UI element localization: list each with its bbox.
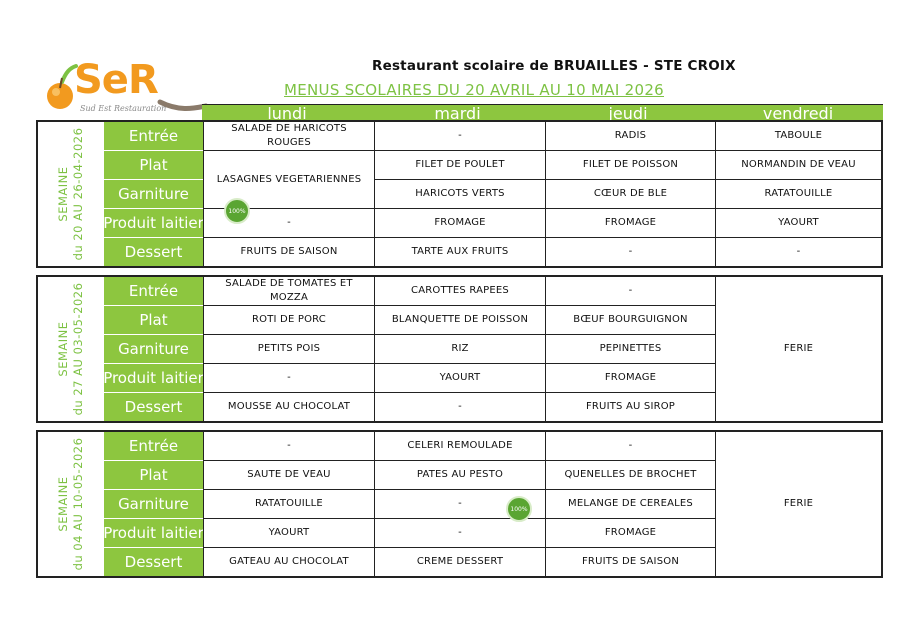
menu-cell: FRUITS AU SIROP [545, 393, 715, 421]
menu-cell: HARICOTS VERTS [374, 180, 545, 209]
menu-cell: ROTI DE PORC [203, 306, 374, 335]
menu-cell: - [203, 209, 374, 238]
category-garniture: Garniture [104, 335, 203, 364]
category-produit-laitier: Produit laitier [104, 364, 203, 393]
menu-cell: CAROTTES RAPEES [374, 277, 545, 306]
menu-cell: YAOURT [715, 209, 881, 238]
menu-cell: LASAGNES VEGETARIENNES [203, 151, 374, 209]
category-entree: Entrée [104, 122, 203, 151]
menu-cell: - [374, 122, 545, 151]
menu-cell: RIZ [374, 335, 545, 364]
menu-cell: MELANGE DE CEREALES [545, 490, 715, 519]
day-header-vendredi: vendredi [762, 105, 834, 122]
menu-cell: MOUSSE AU CHOCOLAT [203, 393, 374, 421]
menu-cell: YAOURT [374, 364, 545, 393]
menu-cell: FILET DE POULET [374, 151, 545, 180]
menu-cell: - [203, 432, 374, 461]
menu-cell: SAUTE DE VEAU [203, 461, 374, 490]
organic-badge: 100% [224, 198, 250, 224]
category-garniture: Garniture [104, 180, 203, 209]
menu-cell: - [203, 364, 374, 393]
menu-cell: PATES AU PESTO [374, 461, 545, 490]
menu-cell: FROMAGE [374, 209, 545, 238]
menu-cell: - [545, 432, 715, 461]
menu-cell: TABOULE [715, 122, 881, 151]
menu-cell: FRUITS DE SAISON [203, 238, 374, 266]
menu-cell: RADIS [545, 122, 715, 151]
week-label-line1: SEMAINE [56, 166, 70, 222]
week-label-line1: SEMAINE [56, 321, 70, 377]
holiday-cell: FERIE [715, 277, 881, 421]
menu-cell: SALADE DE TOMATES ET MOZZA [203, 277, 374, 306]
menu-cell: QUENELLES DE BROCHET [545, 461, 715, 490]
menu-cell: FROMAGE [545, 519, 715, 548]
week-block-1 [36, 120, 883, 268]
menu-cell: FROMAGE [545, 209, 715, 238]
day-header-lundi: lundi [267, 105, 307, 122]
week-label [38, 432, 104, 576]
category-plat: Plat [104, 461, 203, 490]
day-header-mardi: mardi [434, 105, 481, 122]
logo-text: SeR [74, 57, 158, 103]
menu-cell: - [545, 238, 715, 266]
category-produit-laitier: Produit laitier [104, 209, 203, 238]
menu-cell: SALADE DE HARICOTS ROUGES [203, 122, 374, 151]
menu-cell: BŒUF BOURGUIGNON [545, 306, 715, 335]
menu-cell: FRUITS DE SAISON [545, 548, 715, 576]
category-garniture: Garniture [104, 490, 203, 519]
category-plat: Plat [104, 306, 203, 335]
menu-cell: RATATOUILLE [715, 180, 881, 209]
menu-cell: CREME DESSERT [374, 548, 545, 576]
menu-cell: RATATOUILLE [203, 490, 374, 519]
menu-cell: PETITS POIS [203, 335, 374, 364]
menu-cell: FILET DE POISSON [545, 151, 715, 180]
week-label [38, 122, 104, 266]
week-block-2 [36, 275, 883, 423]
menu-cell: - [374, 519, 545, 548]
menu-cell: TARTE AUX FRUITS [374, 238, 545, 266]
menu-cell: NORMANDIN DE VEAU [715, 151, 881, 180]
menu-cell: FROMAGE [545, 364, 715, 393]
page-subtitle: MENUS SCOLAIRES DU 20 AVRIL AU 10 MAI 2026 [284, 81, 665, 99]
category-dessert: Dessert [104, 393, 203, 421]
menu-cell: CŒUR DE BLE [545, 180, 715, 209]
week-block-3 [36, 430, 883, 578]
organic-badge: 100% [506, 496, 532, 522]
category-entree: Entrée [104, 432, 203, 461]
menu-cell: CELERI REMOULADE [374, 432, 545, 461]
category-produit-laitier: Produit laitier [104, 519, 203, 548]
menu-cell: GATEAU AU CHOCOLAT [203, 548, 374, 576]
category-entree: Entrée [104, 277, 203, 306]
day-header-jeudi: jeudi [608, 105, 648, 122]
category-dessert: Dessert [104, 238, 203, 266]
category-plat: Plat [104, 151, 203, 180]
week-label-line1: SEMAINE [56, 476, 70, 532]
menu-cell: PEPINETTES [545, 335, 715, 364]
week-label [38, 277, 104, 421]
category-dessert: Dessert [104, 548, 203, 576]
week-label-dates: du 04 AU 10-05-2026 [71, 437, 85, 571]
logo-subtitle: Sud Est Restauration [80, 104, 167, 113]
menu-cell: - [374, 393, 545, 421]
menu-cell: - [715, 238, 881, 266]
week-label-dates: du 20 AU 26-04-2026 [71, 127, 85, 261]
page-title: Restaurant scolaire de BRUAILLES - STE CROIX [372, 58, 736, 74]
holiday-cell: FERIE [715, 432, 881, 576]
menu-cell: - [374, 490, 545, 519]
menu-cell: - [545, 277, 715, 306]
week-label-dates: du 27 AU 03-05-2026 [71, 282, 85, 416]
menu-cell: YAOURT [203, 519, 374, 548]
menu-cell: BLANQUETTE DE POISSON [374, 306, 545, 335]
